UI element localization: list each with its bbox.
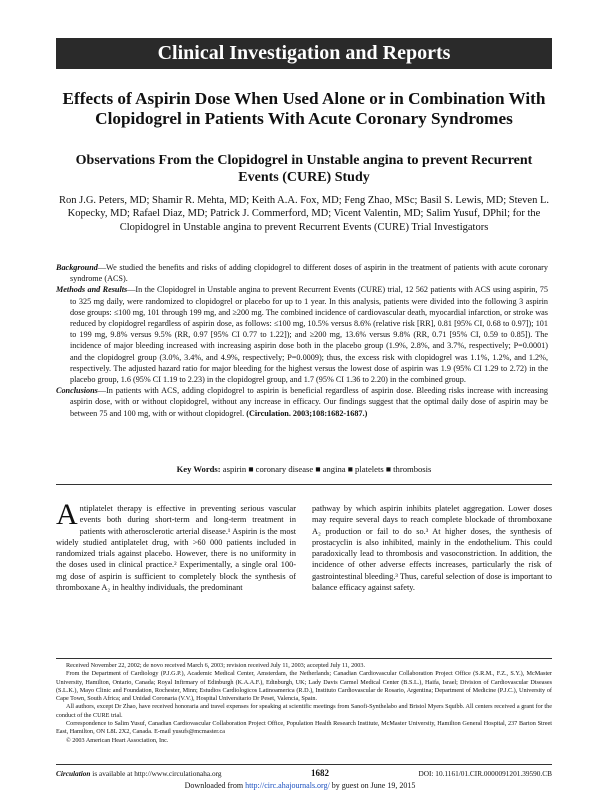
- footnote-correspondence: Correspondence to Salim Yusuf, Canadian Cardiovascular Collaboration Project Office, Population Health Research Institute, McMaster University, Hamilton General Hospital, 237 Barton Street East, Hamilton, ON L8L 2X2, Canada. E-mail yusufs@mcmaster.ca: [56, 720, 552, 736]
- body-left-column: [56, 498, 296, 593]
- methods-label: Methods and Results: [56, 285, 128, 295]
- abstract-conclusions: [56, 385, 548, 419]
- download-notice: [0, 781, 600, 790]
- section-banner: Clinical Investigation and Reports: [56, 38, 552, 69]
- body-right-text: pathway by which aspirin inhibits platelet aggregation. Lower doses may require several days to reach complete blockade of thromboxane A₂ production or fail to do so.³ At higher doses, the synthesis of prostacyclin is also inhibited, mainly in the endothelium. This could paradoxically lead to thrombosis and vasoconstriction. In addition, the incidence of other adverse effects increases, particularly the risk of gastrointestinal bleeding.³ Thus, careful selection of dose is important to balance efficacy against safety.: [312, 504, 552, 593]
- drop-cap: A: [56, 498, 78, 531]
- body-left-text: ntiplatelet therapy is effective in preventing serious vascular events both during short-term and long-term treatment in patients with atherosclerotic arterial disease.¹ Aspirin is the most widely studied antiplatelet drug, with >60 000 patients included in randomized trials against placebo. However, there is no uniformity in the doses used in clinical practice.² Experimentally, a single oral 100-mg dose of aspirin is sufficient to completely block the synthesis of thromboxane A₂ in healthy individuals, the predominant: [56, 504, 296, 593]
- keywords-text: aspirin ■ coronary disease ■ angina ■ platelets ■ thrombosis: [220, 464, 432, 474]
- footnote-copyright: © 2003 American Heart Association, Inc.: [66, 736, 169, 744]
- background-text: —We studied the benefits and risks of adding clopidogrel to different doses of aspirin in the treatment of patients with acute coronary syndrome (ACS).: [70, 263, 548, 284]
- footnote-affiliations: From the Department of Cardiology (P.J.G.P.), Academic Medical Center, Amsterdam, the Netherlands; Canadian Cardiovascular Collaboration Project Office (S.R.M., F.Z., S.Y.), McMaster University, Hamilton, Ontario, Canada; Royal Infirmary of Edinburgh (K.A.A.F.), Edinburgh, UK; Lady Davis Carmel Medical Center (B.S.L.), Haifa, Israel; Division of Cardiovascular Diseases (S.L.K.), Mayo Clinic and Foundation, Rochester, Minn; Estudios Cardiologicos Latinoamerica (R.D.), Instituto Cardiovascular de Rosario, Argentina; Department of Medicine (P.J.C.), University of Cape Town, South Africa; and Unidad Coronaria (V.V.), Hospital Universitario Dr Peset, Valencia, Spain.: [56, 670, 552, 703]
- author-list: Ron J.G. Peters, MD; Shamir R. Mehta, MD; Keith A.A. Fox, MD; Feng Zhao, MSc; Basil S. Lewis, MD; Steven L. Kopecky, MD; Rafael Diaz, MD; Patrick J. Commerford, MD; Vicent Valentin, MD; Salim Yusuf, DPhil; for the Clopidogrel in Unstable angina to prevent Recurrent Events (CURE) Trial Investigators: [59, 195, 549, 233]
- abstract-background: [56, 262, 548, 284]
- abstract-methods: [56, 284, 548, 385]
- divider: [56, 484, 552, 485]
- download-link[interactable]: http://circ.ahajournals.org/: [245, 781, 330, 790]
- footnotes: [56, 662, 552, 745]
- footnote-received: Received November 22, 2002; de novo received March 6, 2003; revision received July 11, 2003; accepted July 11, 2003.: [66, 662, 366, 669]
- keywords: [56, 464, 552, 474]
- journal-name: Circulation: [56, 768, 91, 778]
- page-footer: [56, 768, 552, 778]
- keywords-label: Key Words:: [176, 464, 221, 474]
- footnote-divider: [56, 658, 552, 659]
- page-number: 1682: [311, 768, 330, 778]
- background-label: Background: [56, 263, 98, 272]
- availability: [56, 769, 222, 778]
- bottom-divider: [56, 764, 552, 765]
- doi: DOI: 10.1161/01.CIR.0000091201.39590.CB: [418, 768, 552, 778]
- body-right-column: [312, 503, 552, 593]
- availability-text: is available at http://www.circulationaha.org: [90, 768, 222, 778]
- methods-text: —In the Clopidogrel in Unstable angina to prevent Recurrent Events (CURE) trial, 12 562 patients with ACS using aspirin, 75 to 325 mg daily, were randomized to clopidogrel or placebo for up to 1 year. In this analysis, patients were divided into the following 3 aspirin dose groups: ≤100 mg, 101 through 199 mg, and ≥200 mg. The combined incidence of cardiovascular death, myocardial infarction, or stroke was reduced by clopidogrel regardless of aspirin dose, as follows: ≤100 mg, 10.5% versus 8.6% (relative risk [RR], 0.81 [95% CI, 0.68 to 0.97]); 101 to 199 mg, 9.8% versus 9.5% (RR, 0.97 [95% CI 0.77 to 1.22]); and ≥200 mg, 13.6% versus 9.8% (RR, 0.71 [95% CI, 0.59 to 0.85]). The incidence of major bleeding increased with increasing aspirin dose both in the placebo group (1.9%, 2.8%, and 3.7%, respectively; P=0.0001) and the clopidogrel group (3.0%, 3.4%, and 4.9%, respectively; P=0.0009); thus, the excess risk with clopidogrel was 1.1%, 1.2%, and 1.2%, respectively. The adjusted hazard ratio for major bleeding for the highest versus the lowest dose of aspirin was 1.9 (95% CI 1.29 to 2.72) in the placebo group, 1.6 (95% CI 1.19 to 2.23) in the clopidogrel group, and 1.7 (95% CI 1.36 to 2.20) in the combined group.: [70, 285, 548, 385]
- conclusions-label: Conclusions: [56, 386, 98, 396]
- conclusions-text: —In patients with ACS, adding clopidogrel to aspirin is beneficial regardless of aspirin dose. Bleeding risks increase with increasing aspirin dose, with or without clopidogrel, without any increase in efficacy. Our findings suggest that the optimal daily dose of aspirin may be between 75 and 100 mg, with or without clopidogrel.: [70, 386, 548, 418]
- abstract: [56, 262, 548, 419]
- download-suffix: by guest on June 19, 2015: [329, 781, 416, 790]
- article-title: Effects of Aspirin Dose When Used Alone or in Combination With Clopidogrel in Patients With Acute Coronary Syndromes: [62, 89, 546, 128]
- article-subtitle: Observations From the Clopidogrel in Unstable angina to prevent Recurrent Events (CURE) Study: [75, 153, 533, 185]
- download-prefix: Downloaded from: [184, 781, 246, 790]
- citation: (Circulation. 2003;108:1682-1687.): [244, 408, 368, 418]
- footnote-disclosures: All authors, except Dr Zhao, have received honoraria and travel expenses for speaking at scientific meetings from Sanofi-Synthelabo and Bristol Myers Squibb. All centers received a grant for the conduct of the CURE trial.: [56, 703, 552, 719]
